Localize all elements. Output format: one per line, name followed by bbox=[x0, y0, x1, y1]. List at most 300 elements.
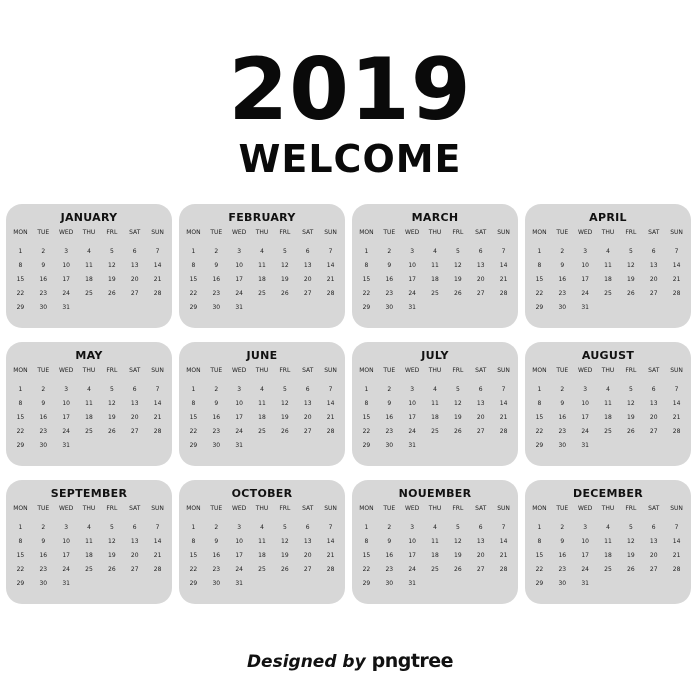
day-cell bbox=[492, 580, 515, 588]
weekday-label: THU bbox=[428, 367, 442, 374]
month-card bbox=[6, 204, 172, 328]
day-cell: 9 bbox=[387, 538, 392, 545]
month-card bbox=[525, 342, 691, 466]
day-cell: 26 bbox=[108, 566, 116, 573]
day-cell: 29 bbox=[189, 304, 198, 311]
month-name: MAY bbox=[75, 349, 103, 362]
day-cell: 18 bbox=[604, 414, 612, 421]
day-cell: 20 bbox=[476, 552, 485, 559]
day-cell: 19 bbox=[108, 276, 116, 283]
week-row bbox=[355, 400, 515, 408]
month-card bbox=[6, 480, 172, 604]
week-row bbox=[9, 248, 169, 256]
day-cell: 16 bbox=[558, 276, 567, 283]
day-cell: 31 bbox=[408, 442, 416, 449]
day-cell: 7 bbox=[328, 386, 333, 393]
day-cell: 31 bbox=[62, 304, 70, 311]
day-cell: 8 bbox=[18, 400, 23, 407]
day-cell: 2 bbox=[387, 386, 392, 393]
day-cell: 11 bbox=[604, 400, 612, 407]
weekday-label: WED bbox=[231, 505, 247, 512]
day-cell bbox=[665, 442, 688, 450]
day-cell: 14 bbox=[326, 262, 335, 269]
weekday-header bbox=[182, 229, 342, 237]
weekday-header bbox=[9, 505, 169, 513]
month-card bbox=[352, 204, 518, 328]
day-cell: 9 bbox=[214, 400, 219, 407]
month-name: OCTOBER bbox=[231, 487, 293, 500]
day-cell: 21 bbox=[499, 276, 508, 283]
weekday-label: TUE bbox=[556, 505, 569, 512]
day-cell: 4 bbox=[433, 386, 437, 393]
day-cell: 9 bbox=[387, 400, 392, 407]
week-row bbox=[9, 400, 169, 408]
weekday-label: FRL bbox=[106, 505, 118, 512]
day-cell: 4 bbox=[87, 386, 91, 393]
day-cell: 26 bbox=[454, 290, 462, 297]
day-cell: 22 bbox=[535, 290, 544, 297]
day-cell: 25 bbox=[431, 290, 439, 297]
day-cell bbox=[665, 304, 688, 312]
week-row bbox=[528, 276, 688, 284]
day-cell: 4 bbox=[260, 248, 264, 255]
day-cell: 28 bbox=[672, 290, 681, 297]
day-cell bbox=[665, 580, 688, 588]
weekday-label: FRL bbox=[279, 367, 291, 374]
day-cell: 2 bbox=[214, 524, 219, 531]
day-cell: 21 bbox=[672, 276, 681, 283]
weekday-label: FRL bbox=[625, 505, 637, 512]
day-cell: 23 bbox=[212, 290, 221, 297]
day-cell: 7 bbox=[155, 248, 160, 255]
day-cell: 6 bbox=[478, 524, 483, 531]
day-cell: 9 bbox=[41, 538, 46, 545]
day-cell: 3 bbox=[583, 524, 588, 531]
day-cell: 13 bbox=[649, 538, 658, 545]
day-cell: 27 bbox=[303, 428, 312, 435]
day-cell: 8 bbox=[191, 262, 196, 269]
weekday-label: SAT bbox=[648, 367, 660, 374]
day-cell: 4 bbox=[260, 386, 264, 393]
month-card bbox=[179, 204, 345, 328]
day-cell: 28 bbox=[499, 428, 508, 435]
week-row bbox=[182, 442, 342, 450]
day-cell: 23 bbox=[39, 428, 48, 435]
day-cell: 12 bbox=[627, 262, 635, 269]
weekday-header bbox=[182, 505, 342, 513]
day-cell: 21 bbox=[499, 552, 508, 559]
day-cell: 20 bbox=[303, 414, 312, 421]
day-cell: 23 bbox=[558, 566, 567, 573]
day-cell: 7 bbox=[674, 248, 679, 255]
day-cell: 31 bbox=[235, 580, 243, 587]
day-cell: 11 bbox=[431, 538, 439, 545]
day-cell: 18 bbox=[258, 414, 266, 421]
day-cell: 8 bbox=[537, 262, 542, 269]
week-row bbox=[528, 552, 688, 560]
day-cell: 13 bbox=[303, 400, 312, 407]
month-card bbox=[525, 204, 691, 328]
day-cell: 5 bbox=[109, 524, 114, 531]
day-cell: 6 bbox=[132, 248, 137, 255]
weekday-label: MON bbox=[532, 367, 547, 374]
day-cell: 27 bbox=[476, 290, 485, 297]
month-card bbox=[525, 480, 691, 604]
day-cell: 8 bbox=[18, 262, 23, 269]
day-cell bbox=[273, 304, 296, 312]
day-cell: 15 bbox=[362, 276, 371, 283]
weekday-label: SAT bbox=[648, 505, 660, 512]
day-cell: 10 bbox=[581, 400, 589, 407]
day-cell: 1 bbox=[191, 248, 196, 255]
day-cell: 19 bbox=[627, 414, 635, 421]
week-row bbox=[182, 276, 342, 284]
day-cell: 14 bbox=[153, 538, 162, 545]
day-cell: 13 bbox=[649, 262, 658, 269]
weekday-label: SAT bbox=[302, 229, 314, 236]
weekday-label: SUN bbox=[670, 367, 683, 374]
day-cell: 11 bbox=[431, 262, 439, 269]
day-cell bbox=[296, 580, 319, 588]
day-cell: 4 bbox=[606, 386, 610, 393]
day-cell: 17 bbox=[581, 414, 589, 421]
day-cell: 15 bbox=[362, 552, 371, 559]
day-cell: 22 bbox=[16, 428, 25, 435]
day-cell: 24 bbox=[62, 566, 70, 573]
day-cell bbox=[492, 442, 515, 450]
day-cell: 25 bbox=[85, 428, 93, 435]
day-cell bbox=[146, 580, 169, 588]
day-cell: 10 bbox=[235, 538, 243, 545]
day-cell bbox=[319, 580, 342, 588]
day-cell: 3 bbox=[237, 248, 242, 255]
day-cell: 14 bbox=[153, 262, 162, 269]
day-cell: 13 bbox=[130, 262, 139, 269]
day-cell: 12 bbox=[281, 262, 289, 269]
day-cell bbox=[642, 580, 665, 588]
day-cell: 15 bbox=[16, 414, 25, 421]
weekday-label: THU bbox=[82, 505, 96, 512]
day-cell: 30 bbox=[39, 442, 48, 449]
day-cell: 19 bbox=[281, 276, 289, 283]
day-cell: 16 bbox=[385, 276, 394, 283]
day-cell: 7 bbox=[674, 386, 679, 393]
day-cell: 2 bbox=[560, 248, 565, 255]
weekday-label: FRL bbox=[279, 505, 291, 512]
week-row bbox=[355, 552, 515, 560]
day-cell: 11 bbox=[258, 538, 266, 545]
weekday-header bbox=[528, 505, 688, 513]
day-cell: 6 bbox=[478, 386, 483, 393]
day-cell bbox=[273, 442, 296, 450]
day-cell: 8 bbox=[537, 400, 542, 407]
day-cell: 25 bbox=[258, 290, 266, 297]
day-cell: 6 bbox=[132, 386, 137, 393]
day-cell bbox=[78, 442, 101, 450]
week-row bbox=[9, 262, 169, 270]
day-cell: 31 bbox=[235, 304, 243, 311]
month-name: DECEMBER bbox=[573, 487, 643, 500]
day-cell: 18 bbox=[431, 414, 439, 421]
day-cell: 1 bbox=[18, 248, 23, 255]
weekday-label: THU bbox=[82, 367, 96, 374]
week-row bbox=[9, 414, 169, 422]
day-cell: 1 bbox=[364, 524, 369, 531]
week-row bbox=[355, 580, 515, 588]
day-cell: 24 bbox=[62, 428, 70, 435]
weekday-label: SAT bbox=[129, 505, 141, 512]
weekday-header bbox=[528, 367, 688, 375]
month-name: AUGUST bbox=[581, 349, 635, 362]
day-cell: 30 bbox=[385, 442, 394, 449]
day-cell bbox=[424, 580, 447, 588]
day-cell: 18 bbox=[85, 552, 93, 559]
day-cell: 26 bbox=[627, 290, 635, 297]
day-cell bbox=[123, 580, 146, 588]
day-cell: 28 bbox=[153, 566, 162, 573]
day-cell: 2 bbox=[387, 248, 392, 255]
day-cell: 3 bbox=[583, 248, 588, 255]
day-cell bbox=[319, 442, 342, 450]
week-row bbox=[528, 400, 688, 408]
day-cell: 24 bbox=[408, 290, 416, 297]
day-cell: 15 bbox=[535, 414, 544, 421]
day-cell bbox=[100, 442, 123, 450]
day-cell: 11 bbox=[85, 538, 93, 545]
day-cell: 29 bbox=[189, 580, 198, 587]
week-row bbox=[528, 262, 688, 270]
day-cell: 1 bbox=[18, 524, 23, 531]
day-cell: 13 bbox=[649, 400, 658, 407]
day-cell: 20 bbox=[476, 276, 485, 283]
footer-credit bbox=[0, 650, 700, 672]
day-cell: 16 bbox=[212, 276, 221, 283]
day-cell: 30 bbox=[39, 580, 48, 587]
day-cell: 27 bbox=[130, 566, 139, 573]
day-cell: 28 bbox=[499, 566, 508, 573]
weekday-label: THU bbox=[255, 229, 269, 236]
day-cell bbox=[642, 442, 665, 450]
day-cell: 18 bbox=[258, 552, 266, 559]
weekday-label: FRL bbox=[452, 367, 464, 374]
weekday-label: FRL bbox=[106, 229, 118, 236]
weekday-label: WED bbox=[404, 229, 420, 236]
day-cell bbox=[273, 580, 296, 588]
day-cell: 10 bbox=[581, 538, 589, 545]
month-card bbox=[352, 342, 518, 466]
day-cell: 16 bbox=[558, 414, 567, 421]
week-row bbox=[528, 290, 688, 298]
day-cell: 26 bbox=[281, 566, 289, 573]
weekday-label: WED bbox=[58, 367, 74, 374]
day-cell: 28 bbox=[499, 290, 508, 297]
day-cell: 28 bbox=[153, 428, 162, 435]
day-cell: 12 bbox=[281, 400, 289, 407]
day-cell: 2 bbox=[41, 386, 46, 393]
weekday-label: SUN bbox=[497, 367, 510, 374]
weekday-label: THU bbox=[82, 229, 96, 236]
day-cell: 6 bbox=[651, 386, 656, 393]
day-cell: 27 bbox=[130, 290, 139, 297]
weekday-label: TUE bbox=[37, 367, 50, 374]
weekday-label: SAT bbox=[129, 229, 141, 236]
day-cell: 3 bbox=[237, 524, 242, 531]
day-cell: 18 bbox=[85, 276, 93, 283]
day-cell: 27 bbox=[476, 566, 485, 573]
weekday-label: SUN bbox=[670, 229, 683, 236]
week-row bbox=[528, 428, 688, 436]
day-cell: 3 bbox=[410, 248, 415, 255]
day-cell: 17 bbox=[408, 414, 416, 421]
day-cell: 15 bbox=[362, 414, 371, 421]
week-row bbox=[528, 580, 688, 588]
weekday-label: MON bbox=[13, 367, 28, 374]
day-cell bbox=[469, 304, 492, 312]
day-cell: 6 bbox=[305, 524, 310, 531]
week-row bbox=[9, 552, 169, 560]
day-cell: 4 bbox=[260, 524, 264, 531]
day-cell bbox=[424, 442, 447, 450]
week-row bbox=[182, 414, 342, 422]
day-cell bbox=[251, 304, 274, 312]
week-row bbox=[355, 442, 515, 450]
day-cell: 24 bbox=[235, 566, 243, 573]
day-cell: 22 bbox=[362, 290, 371, 297]
day-cell: 13 bbox=[476, 538, 485, 545]
day-cell: 27 bbox=[476, 428, 485, 435]
day-cell: 21 bbox=[326, 276, 335, 283]
month-name: JUNE bbox=[246, 349, 278, 362]
week-row bbox=[355, 428, 515, 436]
day-cell: 17 bbox=[235, 552, 243, 559]
weekday-label: MON bbox=[13, 505, 28, 512]
day-cell: 8 bbox=[364, 538, 369, 545]
day-cell: 31 bbox=[62, 580, 70, 587]
day-cell: 7 bbox=[155, 524, 160, 531]
day-cell: 25 bbox=[604, 290, 612, 297]
day-cell bbox=[619, 304, 642, 312]
weekday-label: TUE bbox=[383, 229, 396, 236]
day-cell: 14 bbox=[672, 400, 681, 407]
day-cell: 16 bbox=[385, 414, 394, 421]
day-cell bbox=[146, 442, 169, 450]
day-cell: 1 bbox=[18, 386, 23, 393]
day-cell: 7 bbox=[328, 248, 333, 255]
day-cell: 4 bbox=[433, 248, 437, 255]
weekday-header bbox=[355, 229, 515, 237]
day-cell: 20 bbox=[476, 414, 485, 421]
weekday-header bbox=[355, 505, 515, 513]
day-cell: 18 bbox=[604, 552, 612, 559]
day-cell: 18 bbox=[604, 276, 612, 283]
day-cell: 12 bbox=[108, 262, 116, 269]
day-cell: 14 bbox=[672, 538, 681, 545]
day-cell: 24 bbox=[408, 566, 416, 573]
day-cell: 29 bbox=[16, 304, 25, 311]
day-cell: 20 bbox=[649, 276, 658, 283]
week-row bbox=[182, 248, 342, 256]
day-cell: 9 bbox=[214, 262, 219, 269]
day-cell: 13 bbox=[303, 538, 312, 545]
weekday-label: MON bbox=[359, 505, 374, 512]
day-cell: 23 bbox=[385, 290, 394, 297]
day-cell: 7 bbox=[501, 386, 506, 393]
day-cell: 6 bbox=[132, 524, 137, 531]
weekday-label: SUN bbox=[324, 505, 337, 512]
day-cell bbox=[123, 304, 146, 312]
day-cell: 28 bbox=[326, 566, 335, 573]
month-card bbox=[6, 342, 172, 466]
day-cell: 28 bbox=[672, 566, 681, 573]
week-row bbox=[355, 566, 515, 574]
day-cell bbox=[446, 442, 469, 450]
weekday-label: TUE bbox=[556, 367, 569, 374]
day-cell: 11 bbox=[85, 400, 93, 407]
week-row bbox=[528, 566, 688, 574]
day-cell: 27 bbox=[303, 566, 312, 573]
weekday-label: TUE bbox=[210, 229, 223, 236]
day-cell: 29 bbox=[362, 580, 371, 587]
weekday-label: WED bbox=[577, 229, 593, 236]
day-cell: 17 bbox=[62, 276, 70, 283]
day-cell: 2 bbox=[214, 386, 219, 393]
day-cell: 17 bbox=[235, 414, 243, 421]
day-cell: 23 bbox=[212, 566, 221, 573]
day-cell: 23 bbox=[558, 290, 567, 297]
day-cell: 1 bbox=[191, 524, 196, 531]
week-row bbox=[9, 524, 169, 532]
day-cell: 20 bbox=[649, 552, 658, 559]
weekday-label: TUE bbox=[37, 505, 50, 512]
day-cell: 16 bbox=[212, 552, 221, 559]
day-cell: 9 bbox=[214, 538, 219, 545]
day-cell: 25 bbox=[604, 566, 612, 573]
day-cell: 18 bbox=[431, 552, 439, 559]
day-cell: 11 bbox=[258, 400, 266, 407]
day-cell: 16 bbox=[39, 552, 48, 559]
weekday-label: THU bbox=[255, 367, 269, 374]
day-cell: 24 bbox=[62, 290, 70, 297]
weekday-label: SAT bbox=[475, 367, 487, 374]
day-cell: 2 bbox=[41, 248, 46, 255]
day-cell: 30 bbox=[385, 580, 394, 587]
day-cell: 10 bbox=[581, 262, 589, 269]
day-cell: 6 bbox=[478, 248, 483, 255]
day-cell: 24 bbox=[581, 566, 589, 573]
day-cell: 27 bbox=[303, 290, 312, 297]
day-cell: 26 bbox=[627, 428, 635, 435]
day-cell bbox=[146, 304, 169, 312]
day-cell: 10 bbox=[62, 400, 70, 407]
week-row bbox=[9, 276, 169, 284]
week-row bbox=[9, 304, 169, 312]
month-name: NOUEMBER bbox=[398, 487, 472, 500]
day-cell: 5 bbox=[628, 524, 633, 531]
week-row bbox=[528, 386, 688, 394]
day-cell: 14 bbox=[499, 400, 508, 407]
week-row bbox=[355, 290, 515, 298]
day-cell: 2 bbox=[214, 248, 219, 255]
day-cell: 10 bbox=[235, 262, 243, 269]
day-cell: 17 bbox=[408, 276, 416, 283]
day-cell: 14 bbox=[326, 400, 335, 407]
day-cell: 24 bbox=[408, 428, 416, 435]
weekday-label: TUE bbox=[383, 367, 396, 374]
week-row bbox=[182, 304, 342, 312]
day-cell: 22 bbox=[189, 566, 198, 573]
weekday-label: TUE bbox=[210, 505, 223, 512]
day-cell bbox=[100, 304, 123, 312]
